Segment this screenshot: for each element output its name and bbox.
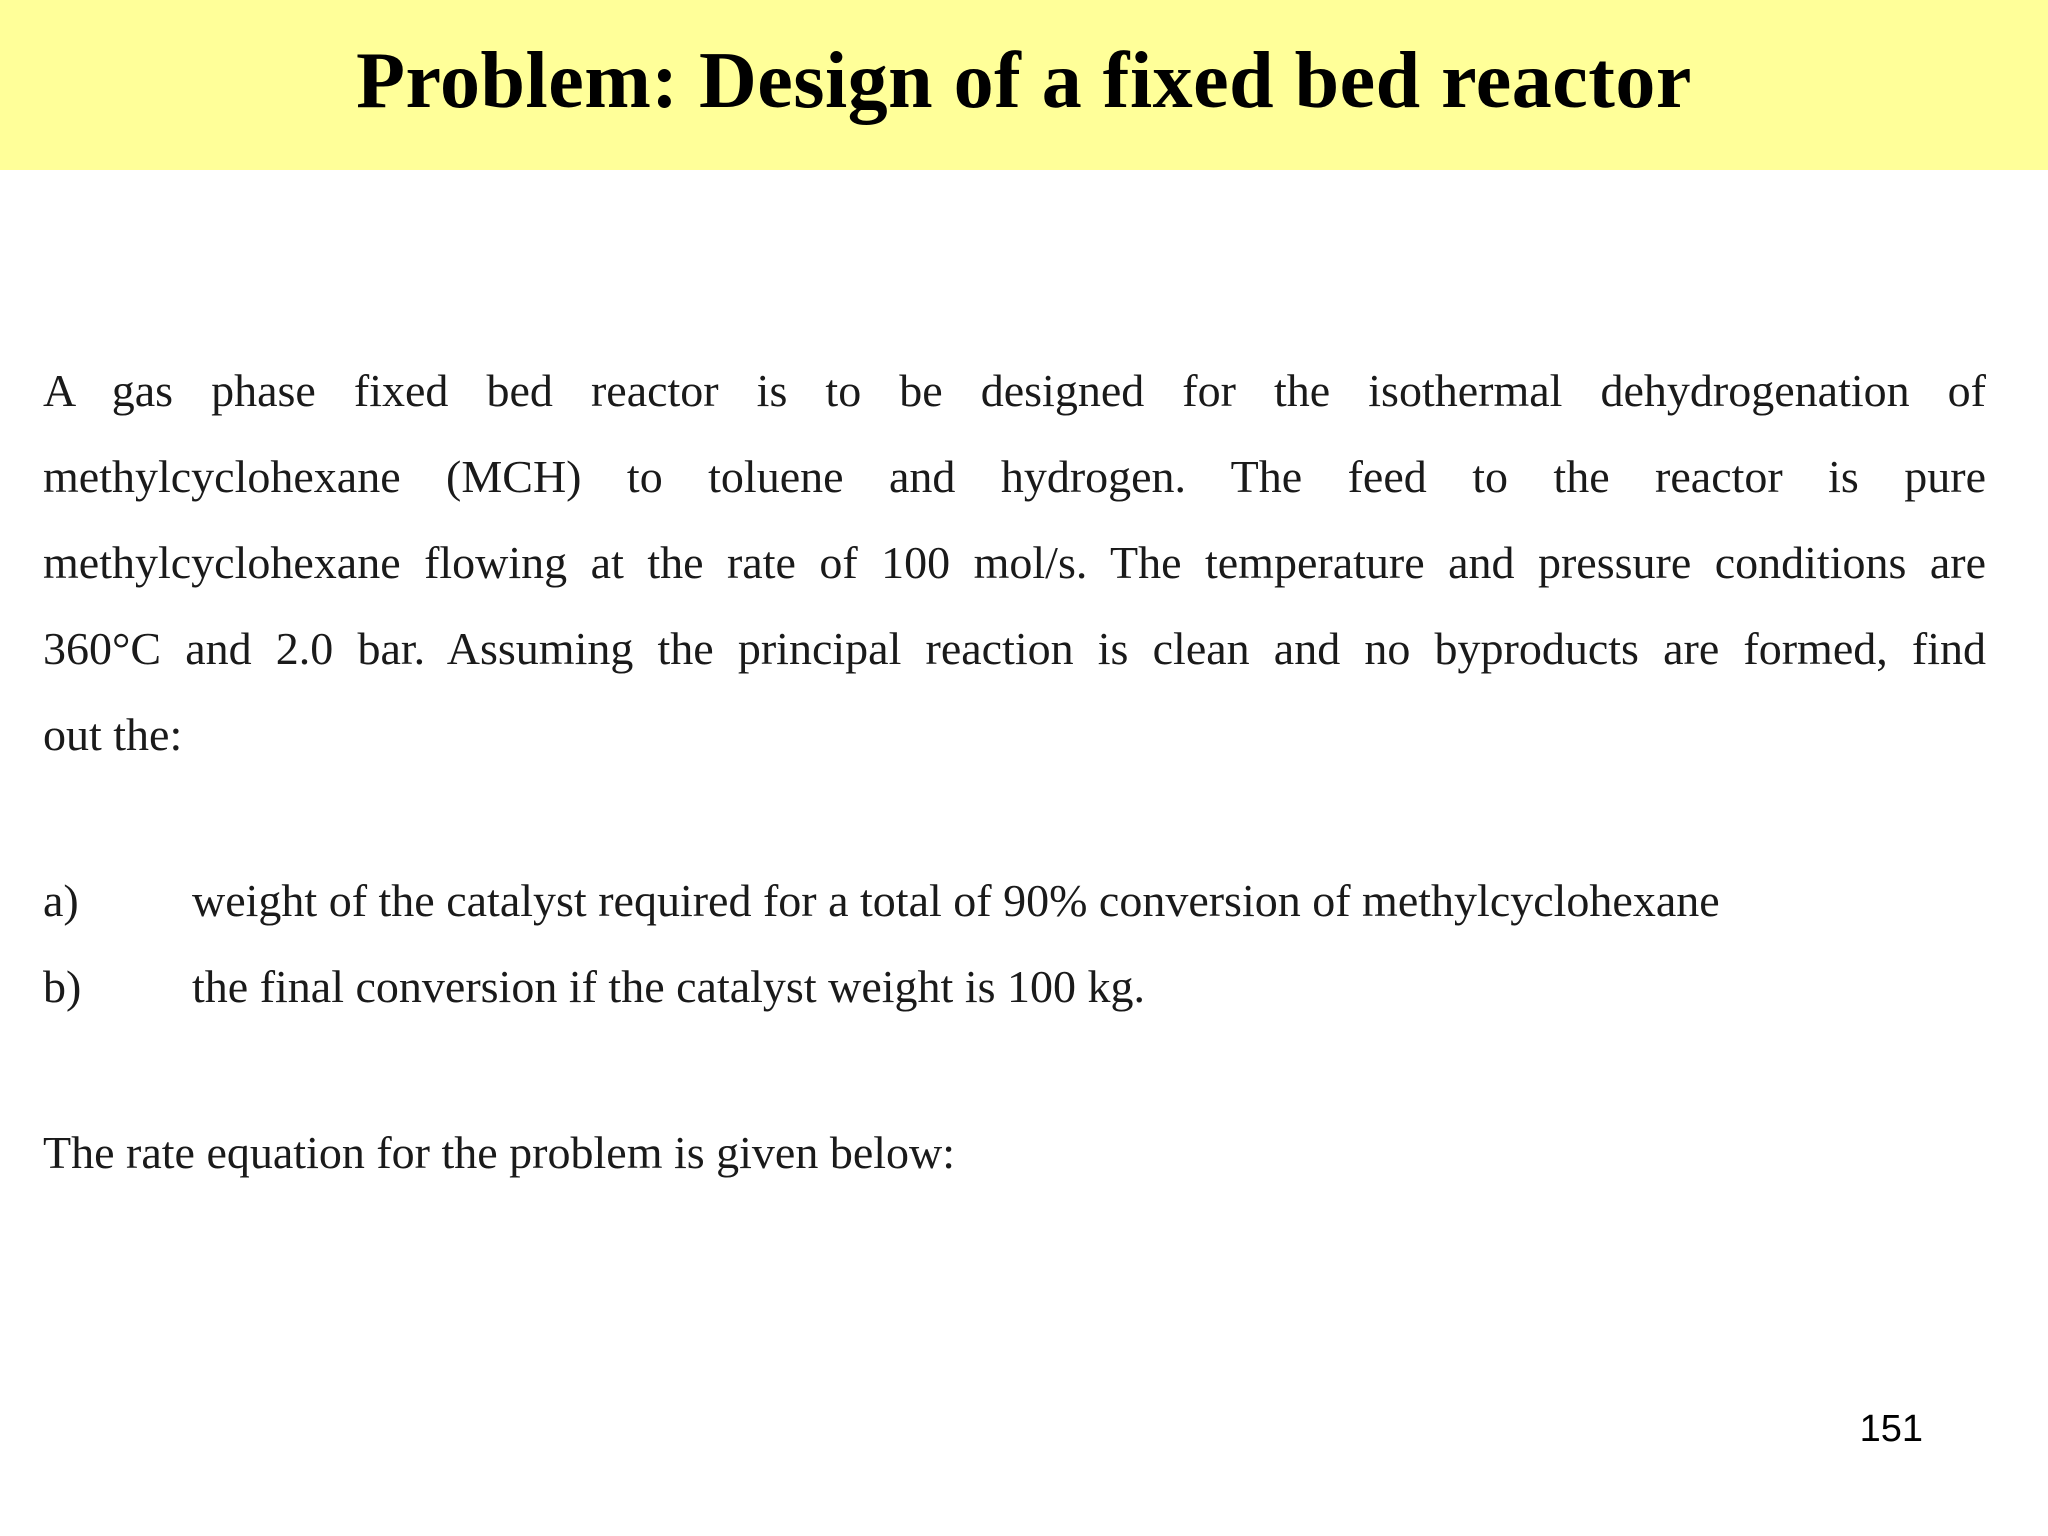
rate-equation-intro: The rate equation for the problem is given below: — [43, 1127, 956, 1178]
problem-line-3: methylcyclohexane flowing at the rate of 100 mol/s. The temperature and pressure conditions are — [43, 537, 1986, 588]
problem-line-1: A gas phase fixed bed reactor is to be designed for the isothermal dehydrogenation of — [43, 365, 1986, 416]
slide-title: Problem: Design of a fixed bed reactor — [356, 37, 1692, 125]
question-item-a — [43, 858, 1986, 944]
title-band — [0, 0, 2048, 170]
problem-line-4: 360°C and 2.0 bar. Assuming the principal reaction is clean and no byproducts are formed, find — [43, 623, 1986, 674]
problem-statement — [43, 348, 1986, 778]
list-marker: a) — [43, 875, 79, 926]
list-text: weight of the catalyst required for a total of 90% conversion of methylcyclohexane — [192, 875, 1720, 926]
question-list — [43, 858, 1986, 1030]
problem-line-2: methylcyclohexane (MCH) to toluene and hydrogen. The feed to the reactor is pure — [43, 451, 1986, 502]
question-item-b — [43, 944, 1986, 1030]
problem-line-5: out the: — [43, 709, 183, 760]
list-marker: b) — [43, 961, 82, 1012]
list-text: the final conversion if the catalyst weight is 100 kg. — [192, 961, 1145, 1012]
page-number: 151 — [1859, 1408, 1923, 1450]
